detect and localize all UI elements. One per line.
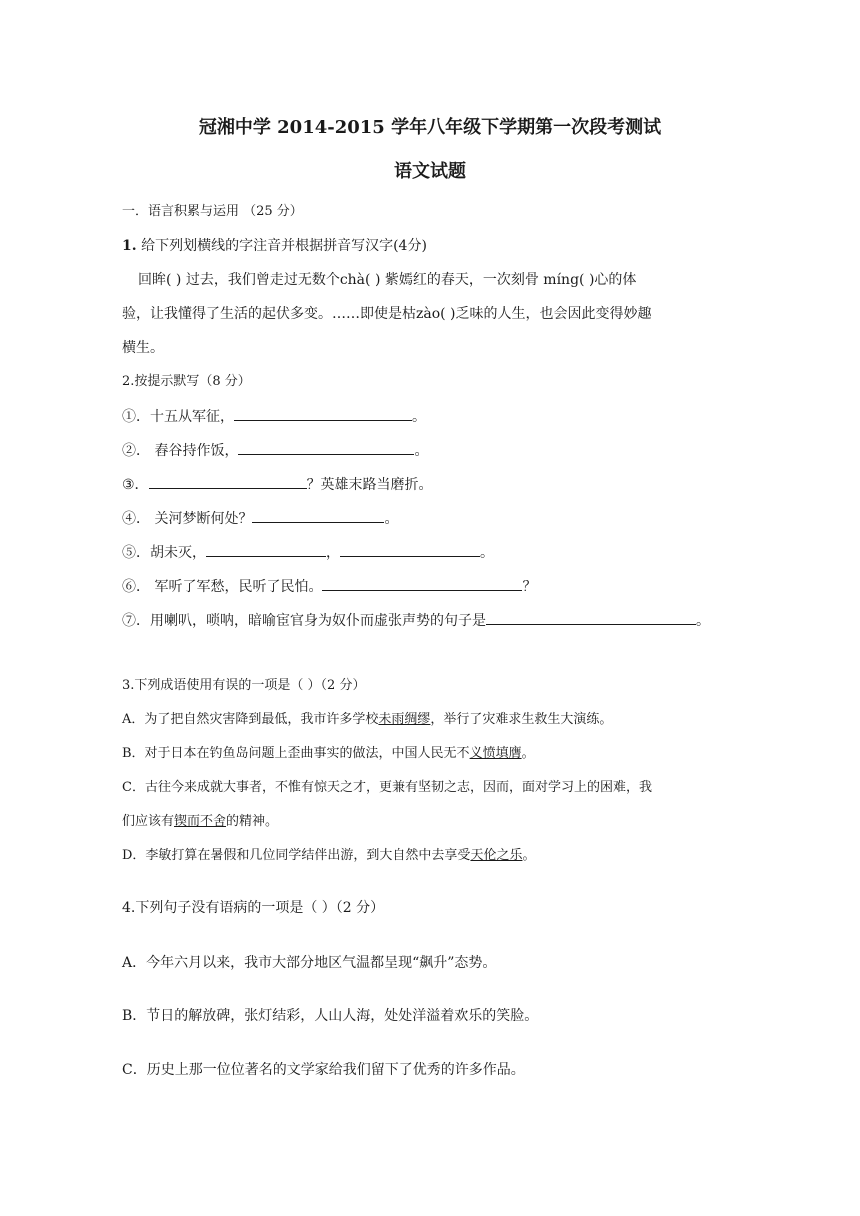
- punctuation: ？: [522, 579, 537, 595]
- choice-text: B．对于日本在钓鱼岛问题上歪曲事实的做法，中国人民无不: [122, 746, 470, 761]
- choice-a[interactable]: A．今年六月以来，我市大部分地区气温都呈现“飙升”态势。: [122, 955, 497, 971]
- answer-blank[interactable]: [206, 542, 326, 557]
- choice-text: ，举行了灾难求生救生大演练。: [430, 712, 613, 727]
- choice-text: 。: [521, 746, 535, 761]
- recitation-line-6: [122, 576, 536, 597]
- recitation-line-5: [122, 542, 494, 563]
- punctuation: 。: [384, 511, 399, 527]
- punctuation: 。: [696, 613, 710, 629]
- question-1-passage-line: 验，让我懂得了生活的起伏多变。……即使是枯zào( )乏味的人生，也会因此变得妙趣: [122, 306, 652, 322]
- answer-blank[interactable]: [486, 610, 696, 625]
- prompt-text: ①．十五从军征，: [122, 409, 234, 425]
- question-text: 给下列划横线的字注音并根据拼音写汉字(4分): [141, 238, 427, 254]
- answer-blank[interactable]: [238, 440, 414, 455]
- recitation-line-4: [122, 508, 398, 529]
- prompt-text: ④． 关河梦断何处？: [122, 511, 253, 527]
- underlined-idiom: 义愤填膺: [469, 746, 522, 761]
- answer-blank[interactable]: [149, 474, 307, 489]
- choice-c[interactable]: C．古往今来成就大事者，不惟有惊天之才，更兼有坚韧之志，因而，面对学习上的困难，我: [122, 780, 652, 795]
- question-number: 1.: [122, 238, 137, 254]
- question-1-passage-line: 回眸( ) 过去，我们曾走过无数个chà( ) 紫嫣红的春天，一次刻骨 míng( )心的体: [138, 272, 637, 288]
- choice-text: 们应该有: [122, 814, 175, 829]
- recitation-line-1: [122, 406, 426, 427]
- question-2-heading: 2.按提示默写（8 分）: [122, 374, 251, 389]
- prompt-text: ⑤．胡未灭，: [122, 545, 206, 561]
- choice-b[interactable]: [122, 744, 535, 764]
- answer-blank[interactable]: [252, 508, 384, 523]
- prompt-text: ②． 舂谷持作饭，: [122, 443, 239, 459]
- prompt-text: ？英雄末路当磨折。: [306, 477, 433, 493]
- choice-text: 的精神。: [226, 814, 279, 829]
- punctuation: 。: [414, 443, 429, 459]
- punctuation: 。: [412, 409, 426, 425]
- choice-text: D．李敏打算在暑假和几位同学结伴出游，到大自然中去享受: [122, 848, 471, 863]
- section-heading: 一．语言积累与运用 （25 分）: [122, 204, 303, 219]
- answer-blank[interactable]: [322, 576, 522, 591]
- recitation-line-3: [122, 474, 433, 495]
- choice-c[interactable]: C．历史上那一位位著名的文学家给我们留下了优秀的许多作品。: [122, 1062, 525, 1078]
- answer-blank[interactable]: [234, 406, 412, 421]
- choice-text: A．为了把自然灾害降到最低，我市许多学校: [122, 712, 379, 727]
- underlined-idiom: 未雨绸缪: [378, 712, 431, 727]
- choice-d[interactable]: [122, 846, 535, 866]
- choice-a[interactable]: [122, 710, 612, 730]
- document-title: 冠湘中学 2014-2015 学年八年级下学期第一次段考测试: [198, 117, 662, 138]
- prompt-text: ③．: [122, 477, 149, 493]
- choice-text: 。: [522, 848, 536, 863]
- recitation-line-2: [122, 440, 428, 461]
- punctuation: 。: [480, 545, 494, 561]
- answer-blank[interactable]: [340, 542, 480, 557]
- recitation-line-7: [122, 610, 710, 631]
- underlined-idiom: 天伦之乐: [470, 848, 523, 863]
- underlined-idiom: 锲而不舍: [174, 814, 227, 829]
- question-4-heading: 4.下列句子没有语病的一项是（ ）（2 分）: [122, 900, 385, 916]
- document-subtitle: 语文试题: [394, 161, 466, 182]
- question-3-heading: 3.下列成语使用有误的一项是（ ）（2 分）: [122, 678, 366, 693]
- question-1-heading: [122, 236, 427, 256]
- prompt-text: ⑦．用喇叭，唢呐，暗喻宦官身为奴仆而虚张声势的句子是: [122, 613, 486, 629]
- punctuation: ，: [326, 545, 340, 561]
- choice-b[interactable]: B．节日的解放碑，张灯结彩，人山人海，处处洋溢着欢乐的笑脸。: [122, 1008, 539, 1024]
- prompt-text: ⑥． 军听了军愁，民听了民怕。: [122, 579, 323, 595]
- choice-c-continued: [122, 812, 278, 832]
- question-1-passage-line: 横生。: [122, 340, 164, 356]
